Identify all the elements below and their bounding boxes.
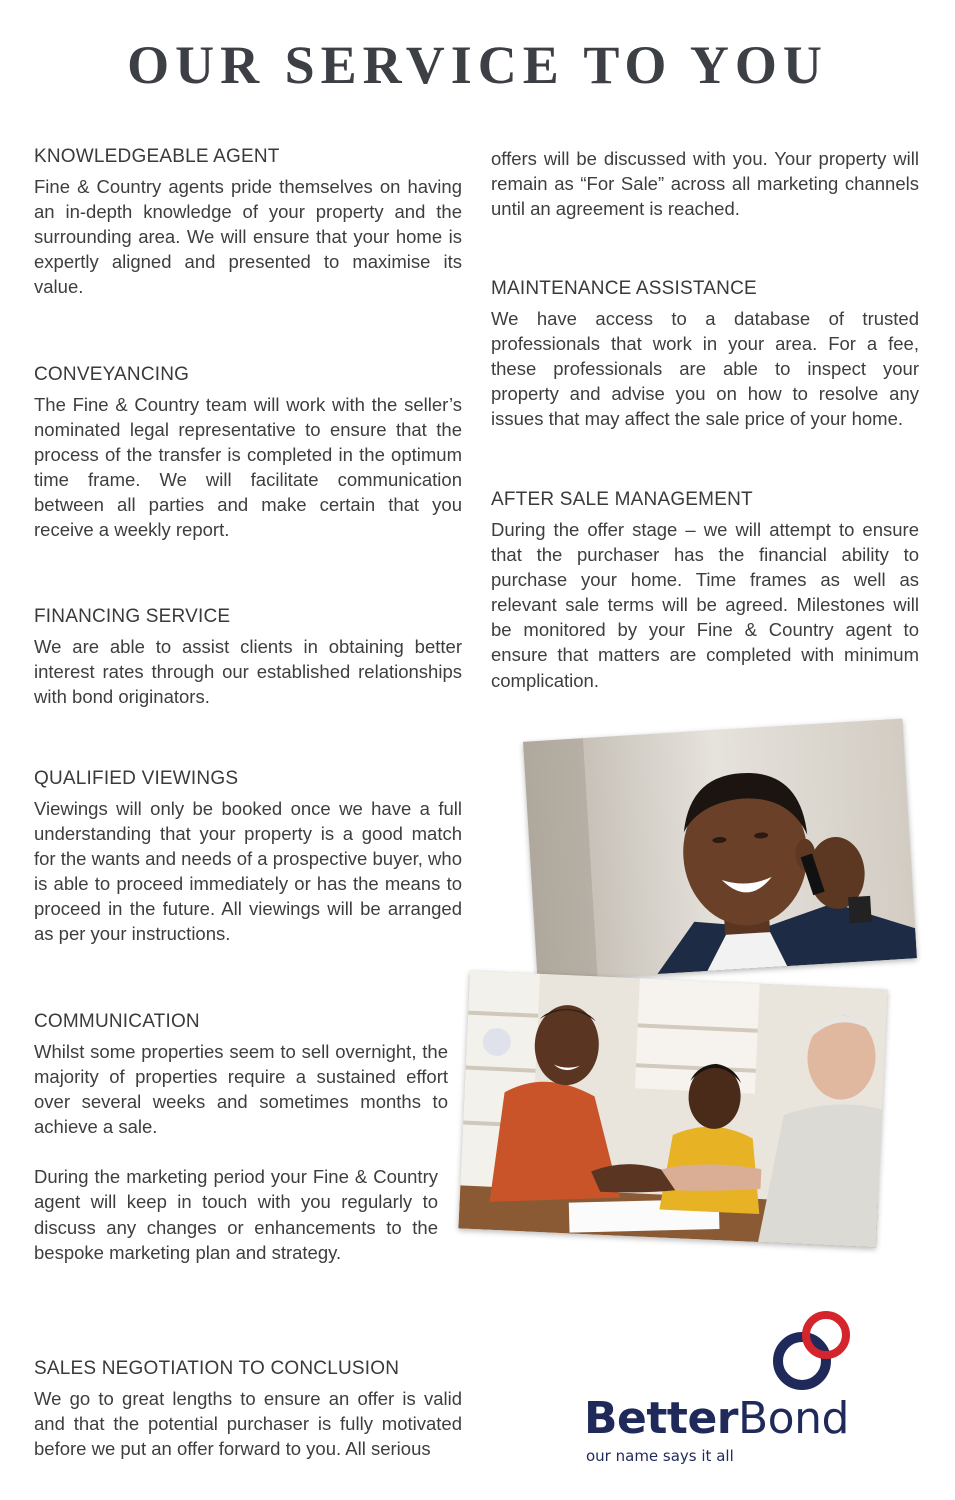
section-heading: CONVEYANCING: [34, 364, 190, 385]
section-qualified-viewings: [34, 768, 462, 947]
section-heading: FINANCING SERVICE: [34, 606, 231, 627]
section-conveyancing: [34, 364, 462, 543]
section-heading: KNOWLEDGEABLE AGENT: [34, 146, 280, 167]
section-financing-service: [34, 606, 462, 709]
photo-man-on-phone: [523, 719, 917, 982]
section-text: The Fine & Country team will work with the seller’s nominated legal representative to ensure that the process of the transfer is completed in the optimum time frame. We will facilitate communication between all parties and make certain that you receive a weekly report.: [34, 394, 462, 541]
section-text: During the marketing period your Fine & Country agent will keep in touch with you regularly to discuss any changes or enhancements to the bespoke marketing plan and strategy.: [34, 1166, 438, 1263]
logo-word-regular: Bond: [738, 1393, 849, 1444]
section-text: During the offer stage – we will attempt to ensure that the purchaser has the financial ability to purchase your home. Time frames as well as relevant sale terms will be agreed. Milestones will be monitored by your Fine & Country agent to ensure that matters are completed with minimum complication.: [491, 519, 919, 691]
logo-tagline: our name says it all: [586, 1447, 734, 1465]
interlocking-rings-icon: [768, 1305, 858, 1395]
section-text: Viewings will only be booked once we have a full understanding that your property is a good match for the wants and needs of a prospective buyer, who is able to proceed immediately or has the means to proceed in the future. All viewings will be arranged as per your instructions.: [34, 798, 462, 945]
section-heading: AFTER SALE MANAGEMENT: [491, 489, 753, 510]
betterbond-logo: [584, 1305, 874, 1475]
section-sales-negotiation-continued: [491, 146, 919, 221]
section-heading: COMMUNICATION: [34, 1011, 200, 1032]
section-text: Whilst some properties seem to sell overnight, the majority of properties require a sustained effort over several weeks and sometimes months to achieve a sale.: [34, 1041, 448, 1138]
section-knowledgeable-agent: [34, 146, 462, 299]
logo-wordmark: [584, 1393, 849, 1444]
section-text: We go to great lengths to ensure an offer is valid and that the potential purchaser is fully motivated before we put an offer forward to you. All serious: [34, 1388, 462, 1460]
section-sales-negotiation: [34, 1358, 462, 1461]
section-text: Fine & Country agents pride themselves on having an in-depth knowledge of your property and the surrounding area. We will ensure that your home is expertly aligned and presented to maximise its value.: [34, 176, 462, 298]
section-text: offers will be discussed with you. Your property will remain as “For Sale” across all marketing channels until an agreement is reached.: [491, 148, 919, 220]
section-text: We are able to assist clients in obtaining better interest rates through our established relationships with bond originators.: [34, 636, 462, 708]
photo-man-on-phone-image: [523, 719, 917, 982]
section-text: We have access to a database of trusted professionals that work in your area. For a fee, these professionals are able to inspect your property and advise you on how to resolve any issues that may affect the sale price of your home.: [491, 308, 919, 430]
section-heading: SALES NEGOTIATION TO CONCLUSION: [34, 1358, 400, 1379]
photo-handshake: [458, 971, 887, 1248]
section-maintenance-assistance: [491, 278, 919, 431]
section-heading: QUALIFIED VIEWINGS: [34, 768, 239, 789]
section-after-sale-management: [491, 489, 919, 693]
page-title: OUR SERVICE TO YOU: [127, 35, 828, 95]
section-heading: MAINTENANCE ASSISTANCE: [491, 278, 757, 299]
photo-handshake-image: [458, 971, 887, 1248]
section-communication: [34, 1011, 448, 1265]
logo-word-bold: Better: [584, 1393, 738, 1444]
